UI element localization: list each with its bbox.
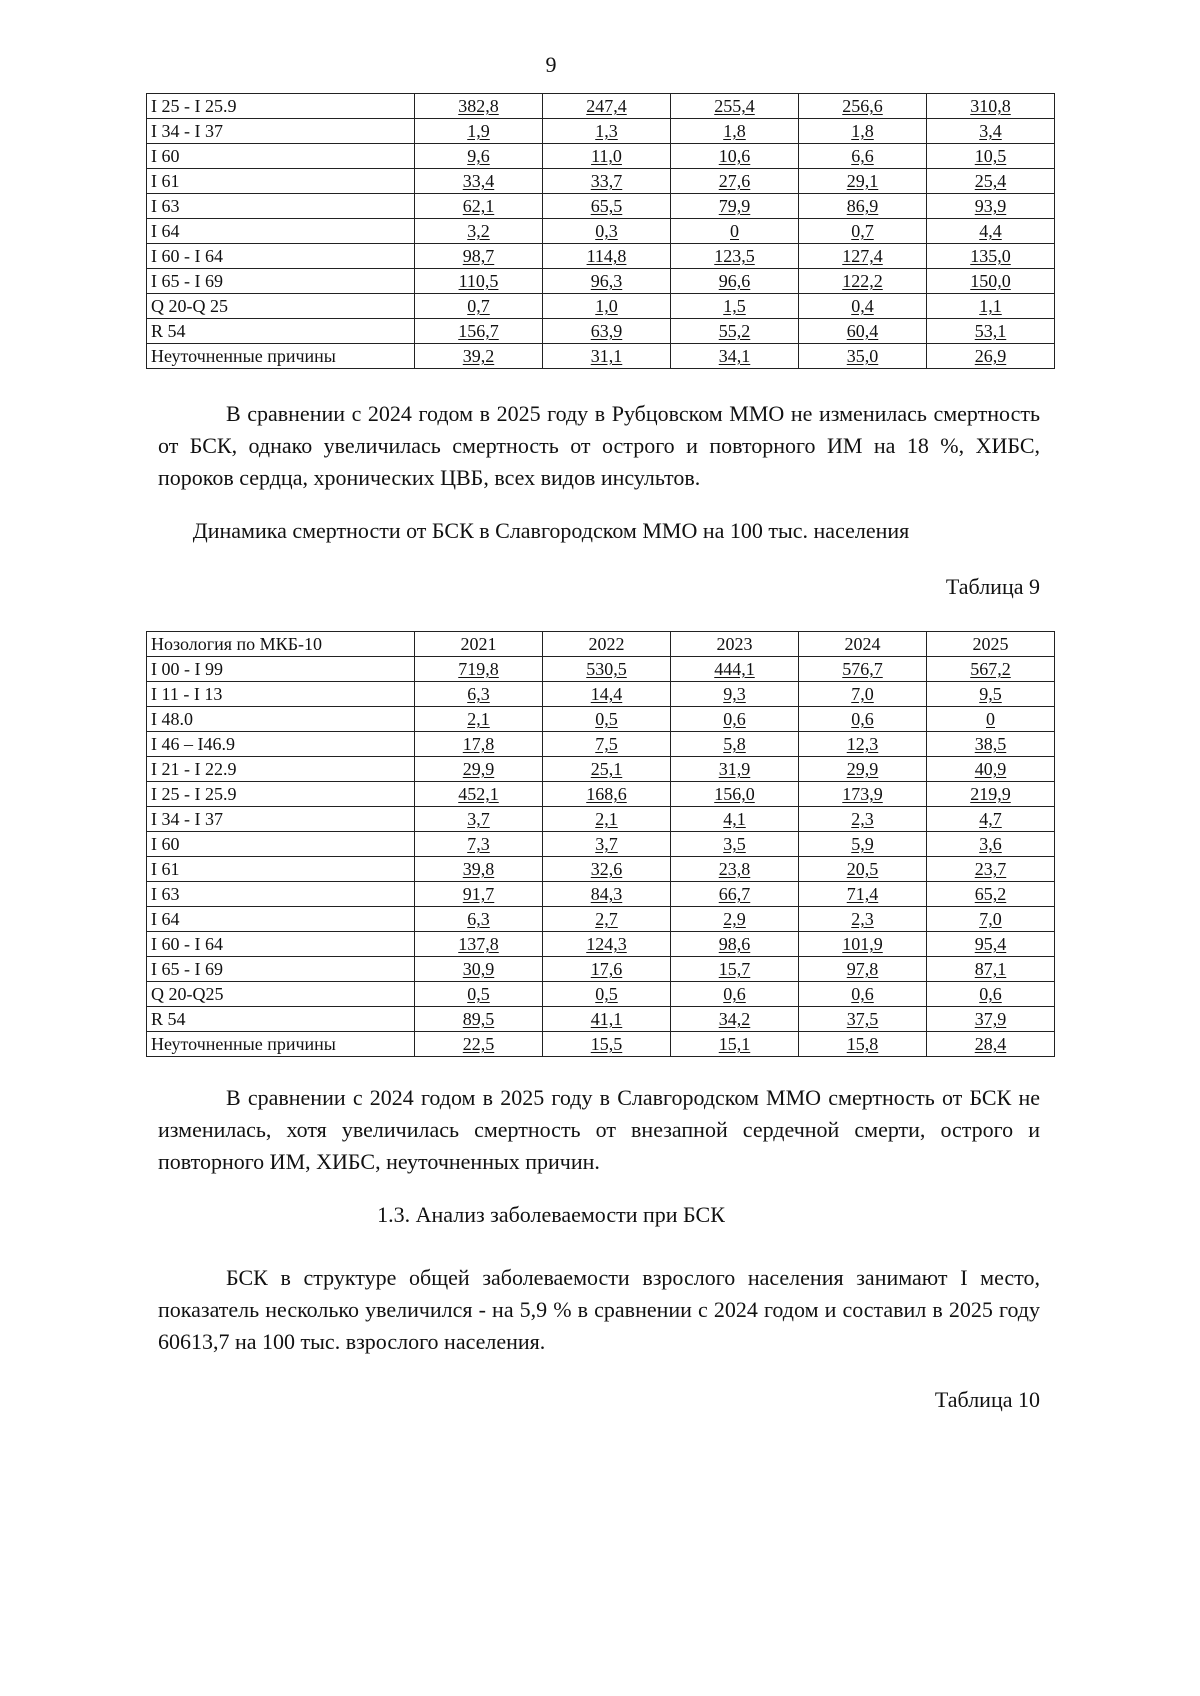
cell-value: 6,6 bbox=[799, 144, 927, 169]
cell-value: 3,6 bbox=[927, 832, 1055, 857]
cell-value: 32,6 bbox=[543, 857, 671, 882]
cell-value: 122,2 bbox=[799, 269, 927, 294]
cell-value: 247,4 bbox=[543, 94, 671, 119]
cell-value: 2,1 bbox=[415, 707, 543, 732]
cell-value: 86,9 bbox=[799, 194, 927, 219]
cell-value: 3,4 bbox=[927, 119, 1055, 144]
cell-value: 0,6 bbox=[927, 982, 1055, 1007]
table-9-caption: Динамика смертности от БСК в Славгородском ММО на 100 тыс. населения bbox=[192, 518, 910, 543]
cell-value: 96,6 bbox=[671, 269, 799, 294]
table-9 bbox=[146, 631, 1055, 1057]
cell-value: 28,4 bbox=[927, 1032, 1055, 1057]
cell-value: 10,6 bbox=[671, 144, 799, 169]
table-row bbox=[147, 807, 1055, 832]
cell-nosology: Неуточненные причины bbox=[147, 1032, 415, 1057]
cell-nosology: I 60 - I 64 bbox=[147, 244, 415, 269]
cell-value: 9,3 bbox=[671, 682, 799, 707]
table-row bbox=[147, 957, 1055, 982]
table-row bbox=[147, 1007, 1055, 1032]
cell-nosology: I 11 - I 13 bbox=[147, 682, 415, 707]
cell-value: 0,5 bbox=[543, 982, 671, 1007]
cell-value: 23,7 bbox=[927, 857, 1055, 882]
cell-nosology: I 63 bbox=[147, 194, 415, 219]
cell-value: 1,1 bbox=[927, 294, 1055, 319]
cell-value: 30,9 bbox=[415, 957, 543, 982]
cell-value: 27,6 bbox=[671, 169, 799, 194]
header-cell-year: 2024 bbox=[799, 632, 927, 657]
cell-value: 101,9 bbox=[799, 932, 927, 957]
cell-nosology: I 60 - I 64 bbox=[147, 932, 415, 957]
cell-value: 0,5 bbox=[543, 707, 671, 732]
cell-value: 0,3 bbox=[543, 219, 671, 244]
cell-value: 31,1 bbox=[543, 344, 671, 369]
cell-value: 96,3 bbox=[543, 269, 671, 294]
cell-value: 2,7 bbox=[543, 907, 671, 932]
cell-nosology: I 34 - I 37 bbox=[147, 119, 415, 144]
cell-nosology: I 64 bbox=[147, 219, 415, 244]
cell-value: 256,6 bbox=[799, 94, 927, 119]
cell-value: 34,2 bbox=[671, 1007, 799, 1032]
cell-value: 35,0 bbox=[799, 344, 927, 369]
cell-value: 91,7 bbox=[415, 882, 543, 907]
table-row bbox=[147, 244, 1055, 269]
cell-value: 25,4 bbox=[927, 169, 1055, 194]
cell-value: 40,9 bbox=[927, 757, 1055, 782]
cell-value: 66,7 bbox=[671, 882, 799, 907]
cell-value: 3,7 bbox=[543, 832, 671, 857]
cell-value: 7,0 bbox=[799, 682, 927, 707]
cell-value: 219,9 bbox=[927, 782, 1055, 807]
table-row bbox=[147, 169, 1055, 194]
cell-value: 0,7 bbox=[415, 294, 543, 319]
cell-value: 10,5 bbox=[927, 144, 1055, 169]
cell-value: 382,8 bbox=[415, 94, 543, 119]
cell-value: 9,6 bbox=[415, 144, 543, 169]
cell-value: 2,3 bbox=[799, 807, 927, 832]
cell-value: 33,4 bbox=[415, 169, 543, 194]
table-row bbox=[147, 119, 1055, 144]
cell-value: 4,4 bbox=[927, 219, 1055, 244]
cell-value: 0,6 bbox=[671, 707, 799, 732]
cell-value: 1,8 bbox=[671, 119, 799, 144]
cell-value: 31,9 bbox=[671, 757, 799, 782]
table-row bbox=[147, 857, 1055, 882]
cell-value: 98,6 bbox=[671, 932, 799, 957]
cell-value: 25,1 bbox=[543, 757, 671, 782]
cell-value: 168,6 bbox=[543, 782, 671, 807]
table-row bbox=[147, 757, 1055, 782]
cell-value: 114,8 bbox=[543, 244, 671, 269]
cell-nosology: I 65 - I 69 bbox=[147, 957, 415, 982]
cell-value: 29,9 bbox=[799, 757, 927, 782]
section-heading: 1.3. Анализ заболеваемости при БСК bbox=[377, 1202, 725, 1227]
table-row bbox=[147, 344, 1055, 369]
cell-value: 33,7 bbox=[543, 169, 671, 194]
table-row bbox=[147, 782, 1055, 807]
cell-value: 0,6 bbox=[799, 707, 927, 732]
table-row bbox=[147, 882, 1055, 907]
cell-value: 39,8 bbox=[415, 857, 543, 882]
cell-value: 576,7 bbox=[799, 657, 927, 682]
cell-value: 1,9 bbox=[415, 119, 543, 144]
cell-value: 11,0 bbox=[543, 144, 671, 169]
table-9-label: Таблица 9 bbox=[945, 574, 1040, 599]
header-cell-year: 2025 bbox=[927, 632, 1055, 657]
cell-value: 3,5 bbox=[671, 832, 799, 857]
cell-value: 2,1 bbox=[543, 807, 671, 832]
cell-value: 20,5 bbox=[799, 857, 927, 882]
cell-nosology: R 54 bbox=[147, 1007, 415, 1032]
cell-value: 1,3 bbox=[543, 119, 671, 144]
cell-value: 15,7 bbox=[671, 957, 799, 982]
cell-value: 9,5 bbox=[927, 682, 1055, 707]
cell-nosology: I 61 bbox=[147, 169, 415, 194]
cell-nosology: I 46 – I46.9 bbox=[147, 732, 415, 757]
cell-value: 7,5 bbox=[543, 732, 671, 757]
cell-value: 3,2 bbox=[415, 219, 543, 244]
cell-value: 93,9 bbox=[927, 194, 1055, 219]
cell-value: 110,5 bbox=[415, 269, 543, 294]
table-row bbox=[147, 682, 1055, 707]
cell-value: 0,6 bbox=[799, 982, 927, 1007]
cell-nosology: Q 20-Q 25 bbox=[147, 294, 415, 319]
cell-value: 127,4 bbox=[799, 244, 927, 269]
cell-value: 53,1 bbox=[927, 319, 1055, 344]
table-header-row bbox=[147, 632, 1055, 657]
cell-value: 0,7 bbox=[799, 219, 927, 244]
cell-value: 29,9 bbox=[415, 757, 543, 782]
cell-value: 3,7 bbox=[415, 807, 543, 832]
table-row bbox=[147, 907, 1055, 932]
cell-value: 62,1 bbox=[415, 194, 543, 219]
paragraph-rubtsovsk: В сравнении с 2024 годом в 2025 году в Рубцовском ММО не изменилась смертность от БСК, однако увеличилась смертность от острого и повторного ИМ на 18 %, ХИБС, пороков сердца, хронических ЦВБ, всех видов инсультов. bbox=[158, 401, 1040, 490]
table-row bbox=[147, 657, 1055, 682]
cell-value: 4,7 bbox=[927, 807, 1055, 832]
paragraph-slavgorod: В сравнении с 2024 годом в 2025 году в Славгородском ММО смертность от БСК не изменилась, хотя увеличилась смертность от внезапной сердечной смерти, острого и повторного ИМ, ХИБС, неуточненных причин. bbox=[158, 1085, 1040, 1174]
cell-value: 22,5 bbox=[415, 1032, 543, 1057]
cell-value: 55,2 bbox=[671, 319, 799, 344]
cell-value: 14,4 bbox=[543, 682, 671, 707]
cell-value: 37,5 bbox=[799, 1007, 927, 1032]
cell-value: 15,1 bbox=[671, 1032, 799, 1057]
paragraph-morbidity: БСК в структуре общей заболеваемости взрослого населения занимают I место, показатель несколько увеличился - на 5,9 % в сравнении с 2024 годом и составил в 2025 году 60613,7 на 100 тыс. взрослого населения. bbox=[158, 1265, 1040, 1354]
table-row bbox=[147, 732, 1055, 757]
cell-value: 84,3 bbox=[543, 882, 671, 907]
cell-value: 65,2 bbox=[927, 882, 1055, 907]
header-cell-year: 2021 bbox=[415, 632, 543, 657]
table-row bbox=[147, 194, 1055, 219]
cell-value: 97,8 bbox=[799, 957, 927, 982]
cell-value: 150,0 bbox=[927, 269, 1055, 294]
table-row bbox=[147, 932, 1055, 957]
cell-value: 0 bbox=[927, 707, 1055, 732]
cell-value: 5,9 bbox=[799, 832, 927, 857]
table-row bbox=[147, 94, 1055, 119]
table-row bbox=[147, 219, 1055, 244]
header-cell-year: 2023 bbox=[671, 632, 799, 657]
table-row bbox=[147, 982, 1055, 1007]
cell-nosology: Q 20-Q25 bbox=[147, 982, 415, 1007]
cell-value: 7,3 bbox=[415, 832, 543, 857]
cell-value: 173,9 bbox=[799, 782, 927, 807]
cell-nosology: I 61 bbox=[147, 857, 415, 882]
cell-value: 15,8 bbox=[799, 1032, 927, 1057]
cell-value: 137,8 bbox=[415, 932, 543, 957]
cell-value: 17,6 bbox=[543, 957, 671, 982]
cell-nosology: Неуточненные причины bbox=[147, 344, 415, 369]
cell-value: 15,5 bbox=[543, 1032, 671, 1057]
cell-nosology: I 48.0 bbox=[147, 707, 415, 732]
cell-value: 0 bbox=[671, 219, 799, 244]
table-top-continuation bbox=[146, 93, 1055, 369]
cell-value: 65,5 bbox=[543, 194, 671, 219]
cell-nosology: I 65 - I 69 bbox=[147, 269, 415, 294]
cell-value: 4,1 bbox=[671, 807, 799, 832]
table-row bbox=[147, 1032, 1055, 1057]
cell-value: 124,3 bbox=[543, 932, 671, 957]
cell-nosology: I 63 bbox=[147, 882, 415, 907]
cell-value: 34,1 bbox=[671, 344, 799, 369]
table-10-label: Таблица 10 bbox=[934, 1387, 1040, 1412]
cell-value: 63,9 bbox=[543, 319, 671, 344]
cell-value: 2,9 bbox=[671, 907, 799, 932]
cell-value: 7,0 bbox=[927, 907, 1055, 932]
cell-value: 23,8 bbox=[671, 857, 799, 882]
cell-value: 29,1 bbox=[799, 169, 927, 194]
header-cell-nosology: Нозология по МКБ-10 bbox=[147, 632, 415, 657]
table-row bbox=[147, 832, 1055, 857]
cell-nosology: I 60 bbox=[147, 832, 415, 857]
header-cell-year: 2022 bbox=[543, 632, 671, 657]
cell-value: 2,3 bbox=[799, 907, 927, 932]
cell-value: 0,5 bbox=[415, 982, 543, 1007]
cell-value: 6,3 bbox=[415, 682, 543, 707]
cell-nosology: I 64 bbox=[147, 907, 415, 932]
cell-value: 123,5 bbox=[671, 244, 799, 269]
cell-value: 17,8 bbox=[415, 732, 543, 757]
cell-value: 719,8 bbox=[415, 657, 543, 682]
cell-value: 12,3 bbox=[799, 732, 927, 757]
cell-value: 255,4 bbox=[671, 94, 799, 119]
cell-nosology: I 25 - I 25.9 bbox=[147, 94, 415, 119]
cell-nosology: R 54 bbox=[147, 319, 415, 344]
cell-value: 39,2 bbox=[415, 344, 543, 369]
cell-value: 156,7 bbox=[415, 319, 543, 344]
cell-value: 1,0 bbox=[543, 294, 671, 319]
cell-value: 71,4 bbox=[799, 882, 927, 907]
cell-value: 156,0 bbox=[671, 782, 799, 807]
cell-value: 567,2 bbox=[927, 657, 1055, 682]
cell-value: 38,5 bbox=[927, 732, 1055, 757]
cell-value: 310,8 bbox=[927, 94, 1055, 119]
cell-value: 530,5 bbox=[543, 657, 671, 682]
table-row bbox=[147, 319, 1055, 344]
table-row bbox=[147, 269, 1055, 294]
cell-value: 5,8 bbox=[671, 732, 799, 757]
cell-value: 79,9 bbox=[671, 194, 799, 219]
cell-nosology: I 25 - I 25.9 bbox=[147, 782, 415, 807]
table-row bbox=[147, 294, 1055, 319]
page-number: 9 bbox=[545, 52, 557, 77]
cell-nosology: I 34 - I 37 bbox=[147, 807, 415, 832]
table-row bbox=[147, 144, 1055, 169]
cell-value: 87,1 bbox=[927, 957, 1055, 982]
cell-value: 26,9 bbox=[927, 344, 1055, 369]
cell-value: 41,1 bbox=[543, 1007, 671, 1032]
cell-value: 0,6 bbox=[671, 982, 799, 1007]
cell-value: 0,4 bbox=[799, 294, 927, 319]
cell-value: 98,7 bbox=[415, 244, 543, 269]
cell-value: 444,1 bbox=[671, 657, 799, 682]
cell-value: 135,0 bbox=[927, 244, 1055, 269]
cell-value: 1,8 bbox=[799, 119, 927, 144]
cell-value: 60,4 bbox=[799, 319, 927, 344]
cell-nosology: I 21 - I 22.9 bbox=[147, 757, 415, 782]
cell-nosology: I 00 - I 99 bbox=[147, 657, 415, 682]
cell-value: 452,1 bbox=[415, 782, 543, 807]
cell-value: 1,5 bbox=[671, 294, 799, 319]
cell-value: 95,4 bbox=[927, 932, 1055, 957]
cell-nosology: I 60 bbox=[147, 144, 415, 169]
table-row bbox=[147, 707, 1055, 732]
cell-value: 89,5 bbox=[415, 1007, 543, 1032]
cell-value: 6,3 bbox=[415, 907, 543, 932]
cell-value: 37,9 bbox=[927, 1007, 1055, 1032]
